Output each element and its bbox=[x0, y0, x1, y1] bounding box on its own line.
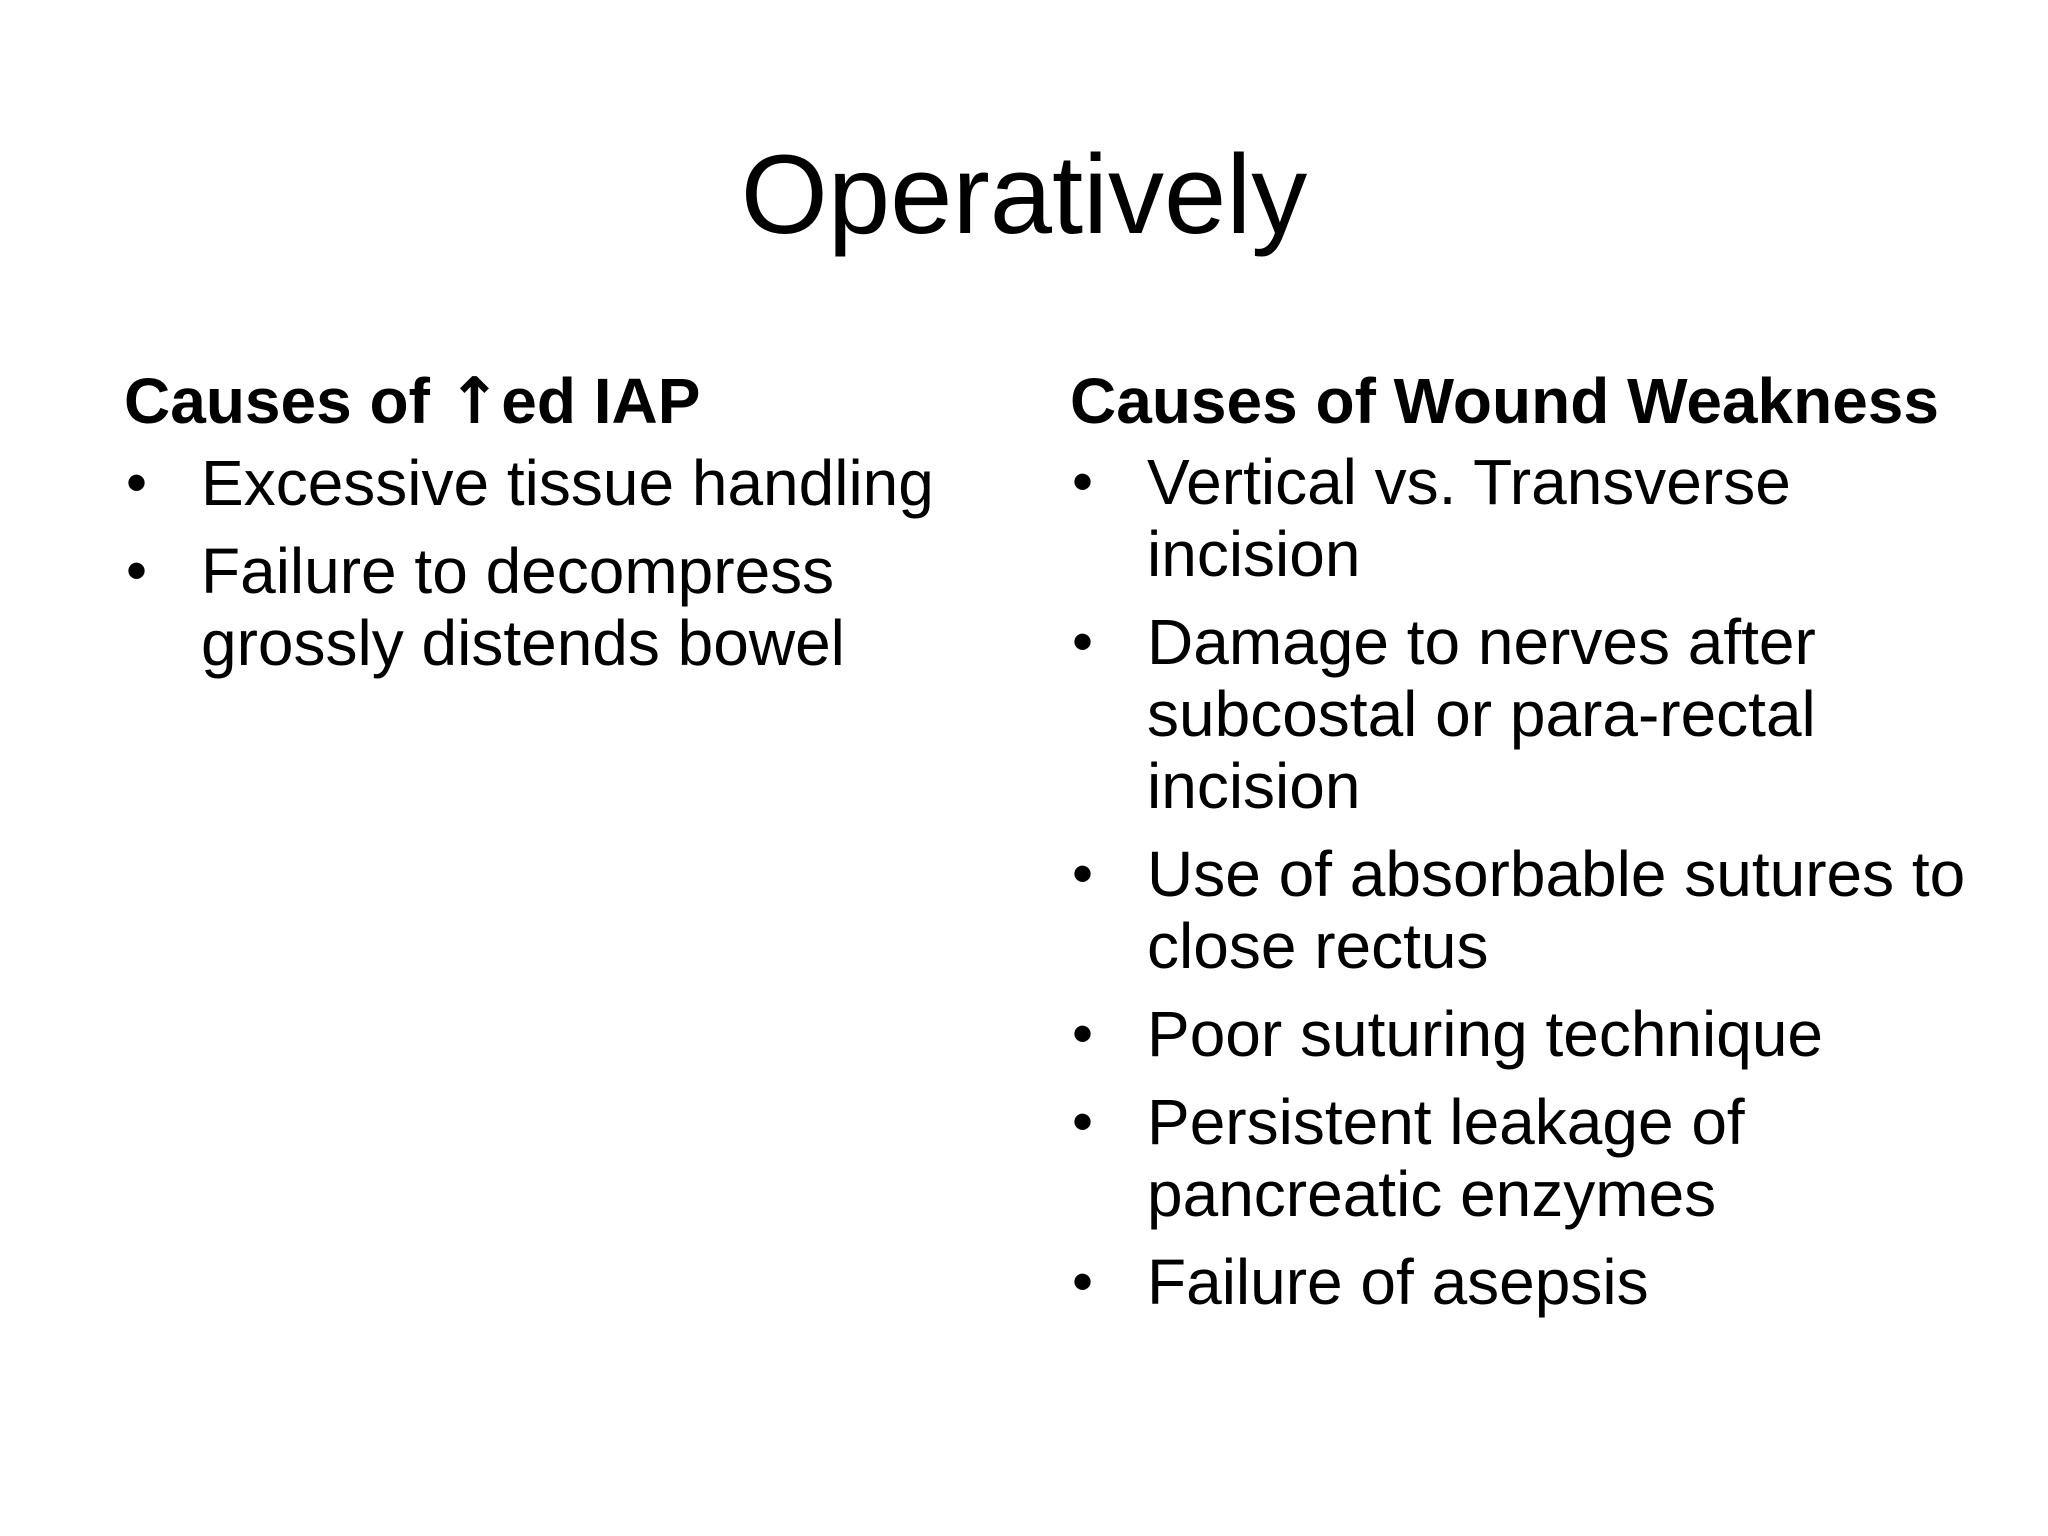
slide-title: Operatively bbox=[740, 132, 1308, 257]
left-bullet-list bbox=[124, 447, 1024, 679]
left-heading-prefix: Causes of bbox=[124, 365, 448, 437]
list-item bbox=[1070, 1086, 1970, 1230]
bullet-icon: • bbox=[1072, 448, 1094, 515]
bullet-icon: • bbox=[1072, 608, 1094, 675]
right-bullet-list bbox=[1070, 446, 1970, 1318]
bullet-icon: • bbox=[1072, 1000, 1094, 1067]
list-item-text: Use of absorbable sutures to close rectus bbox=[1147, 838, 1966, 982]
list-item bbox=[124, 447, 1024, 519]
right-column bbox=[1070, 362, 1970, 1334]
list-item-text: Failure of asepsis bbox=[1147, 1246, 1649, 1318]
list-item-text: Persistent leakage of pancreatic enzymes bbox=[1147, 1086, 1745, 1230]
list-item-text: Failure to decompress grossly distends bowel bbox=[201, 535, 845, 679]
list-item bbox=[1070, 1246, 1970, 1318]
list-item bbox=[1070, 838, 1970, 982]
list-item-text: Damage to nerves after subcostal or para-rectal incision bbox=[1147, 606, 1816, 822]
list-item bbox=[124, 535, 1024, 679]
list-item-text: Vertical vs. Transverse incision bbox=[1147, 446, 1791, 590]
list-item bbox=[1070, 998, 1970, 1070]
bullet-icon: • bbox=[1072, 1088, 1094, 1155]
bullet-icon: • bbox=[1072, 1248, 1094, 1315]
left-column-heading bbox=[124, 362, 1024, 441]
left-heading-suffix: ed IAP bbox=[501, 365, 701, 437]
bullet-icon: • bbox=[1072, 840, 1094, 907]
list-item-text: Excessive tissue handling bbox=[201, 447, 934, 519]
up-arrow-icon: ↑ bbox=[447, 365, 502, 439]
list-item bbox=[1070, 606, 1970, 822]
list-item bbox=[1070, 446, 1970, 590]
right-column-heading: Causes of Wound Weakness bbox=[1070, 365, 1939, 437]
left-column bbox=[124, 362, 1024, 695]
bullet-icon: • bbox=[126, 449, 148, 516]
bullet-icon: • bbox=[126, 537, 148, 604]
list-item-text: Poor suturing technique bbox=[1147, 998, 1823, 1070]
